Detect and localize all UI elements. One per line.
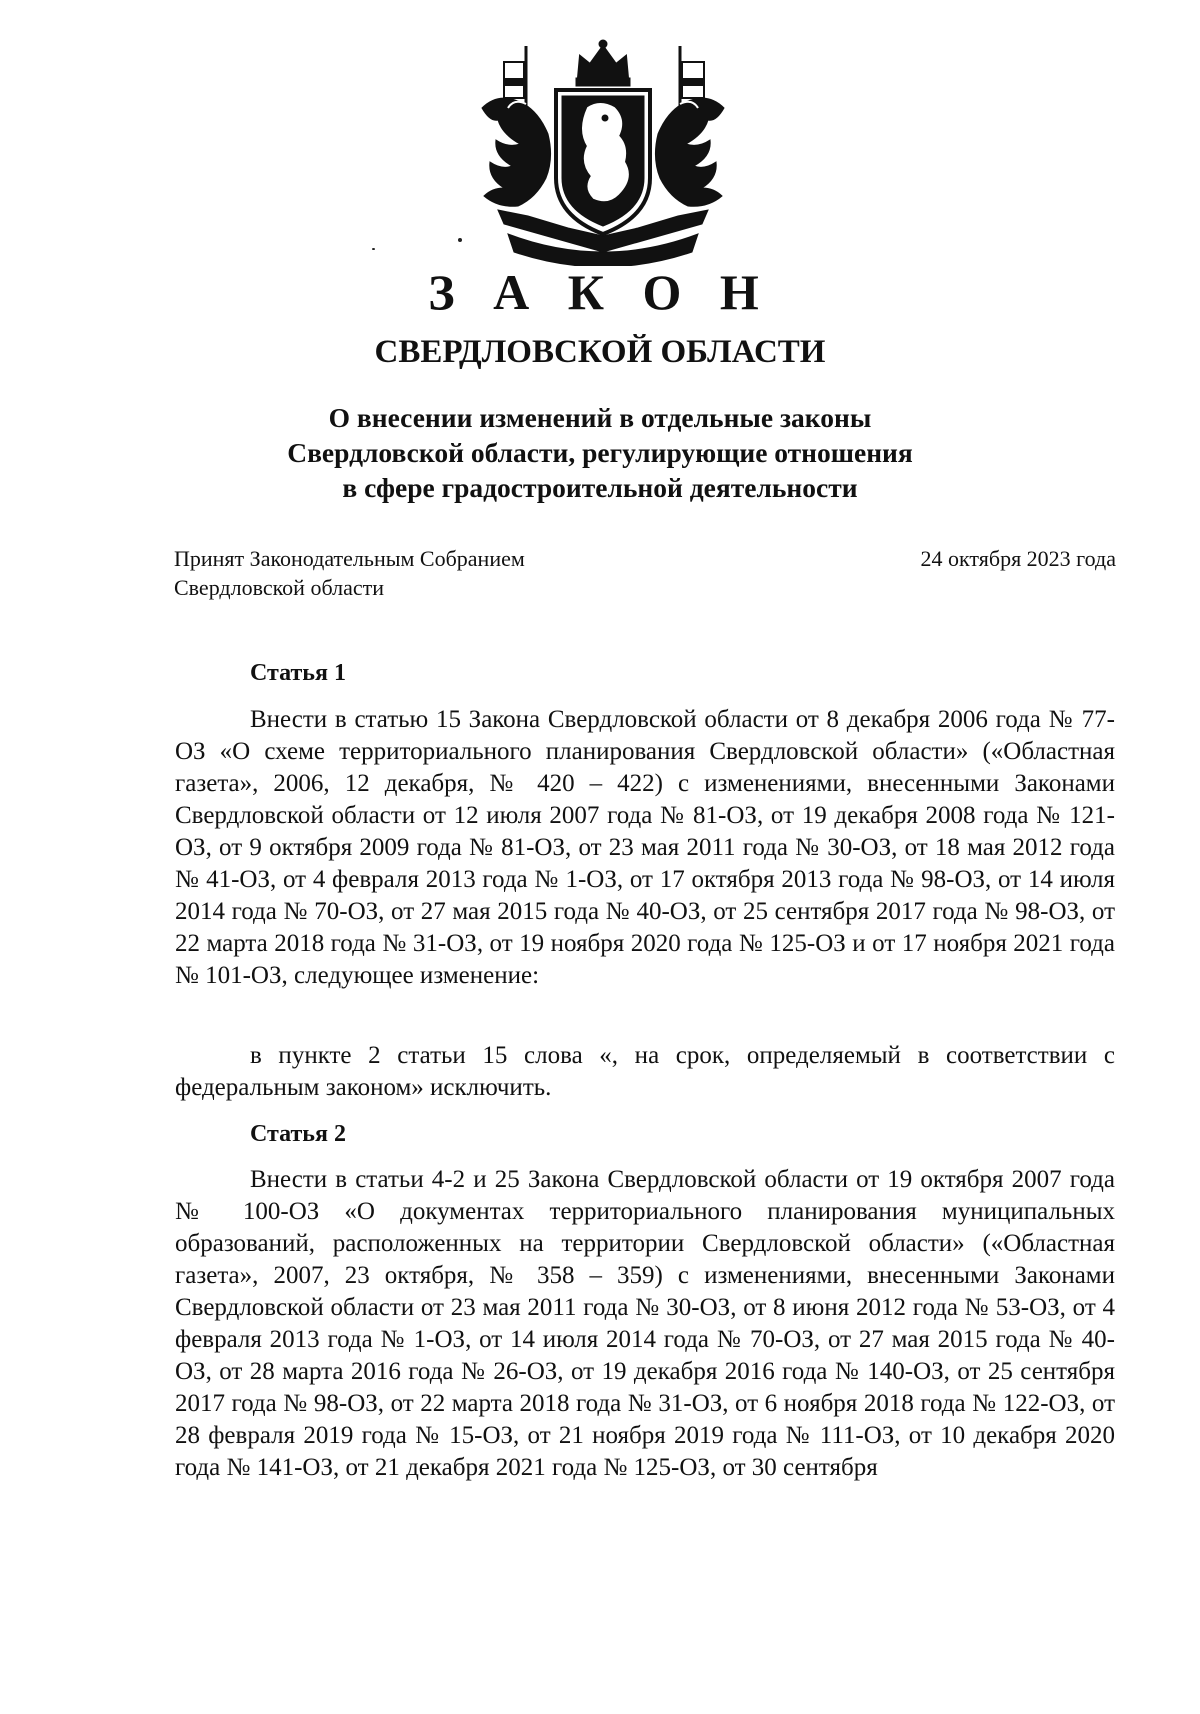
document-title: З А К О Н (428, 264, 772, 320)
law-subject (0, 400, 1200, 505)
article-heading: Статья 1 (250, 660, 346, 686)
article-paragraph: в пункте 2 статьи 15 слова «, на срок, определяемый в соответствии с федеральным законом» исключить. (175, 1042, 1115, 1101)
law-subject-line: Свердловской области, регулирующие отношения (287, 437, 913, 468)
article-heading: Статья 2 (250, 1121, 346, 1147)
document-region: СВЕРДЛОВСКОЙ ОБЛАСТИ (374, 334, 826, 370)
scan-speck (458, 238, 462, 242)
scan-speck (372, 248, 375, 250)
adopted-by-line: Принят Законодательным Собранием (174, 546, 525, 571)
article-paragraph: Внести в статьи 4-2 и 25 Закона Свердловской области от 19 октября 2007 года № 100-ОЗ «О документах территориального планирования муниципальных образований, расположенных на территории Свердловской области» («Областная газета», 2007, 23 октября, № 358 – 359) с изменениями, внесенными Законами Свердловской области от 23 мая 2011 года № 30-ОЗ, от 8 июня 2012 года № 53-ОЗ, от 4 февраля 2013 года № 1-ОЗ, от 14 июля 2014 года № 70-ОЗ, от 27 мая 2015 года № 40-ОЗ, от 28 марта 2016 года № 26-ОЗ, от 19 декабря 2016 года № 140-ОЗ, от 25 сентября 2017 года № 98-ОЗ, от 22 марта 2018 года № 31-ОЗ, от 6 ноября 2018 года № 122-ОЗ, от 28 февраля 2019 года № 15-ОЗ, от 21 ноября 2019 года № 111-ОЗ, от 10 декабря 2020 года № 141-ОЗ, от 21 декабря 2021 года № 125-ОЗ, от 30 сентября (175, 1166, 1115, 1481)
article-paragraph: Внести в статью 15 Закона Свердловской области от 8 декабря 2006 года № 77-ОЗ «О схеме территориального планирования Свердловской области» («Областная газета», 2006, 12 декабря, № 420 – 422) с изменениями, внесенными Законами Свердловской области от 12 июля 2007 года № 81-ОЗ, от 19 декабря 2008 года № 121-ОЗ, от 9 октября 2009 года № 81-ОЗ, от 23 мая 2011 года № 30-ОЗ, от 18 мая 2012 года № 41-ОЗ, от 4 февраля 2013 года № 1-ОЗ, от 17 октября 2013 года № 98-ОЗ, от 14 июля 2014 года № 70-ОЗ, от 27 мая 2015 года № 40-ОЗ, от 25 сентября 2017 года № 98-ОЗ, от 22 марта 2018 года № 31-ОЗ, от 19 ноября 2020 года № 125-ОЗ и от 17 ноября 2021 года № 101-ОЗ, следующее изменение: (175, 706, 1115, 989)
adopted-by-line: Свердловской области (174, 575, 384, 600)
coat-of-arms-icon (468, 38, 738, 266)
law-subject-line: О внесении изменений в отдельные законы (328, 402, 872, 433)
adoption-date: 24 октября 2023 года (920, 546, 1116, 571)
adopted-by (174, 544, 525, 602)
law-subject-line: в сфере градостроительной деятельности (342, 472, 858, 503)
